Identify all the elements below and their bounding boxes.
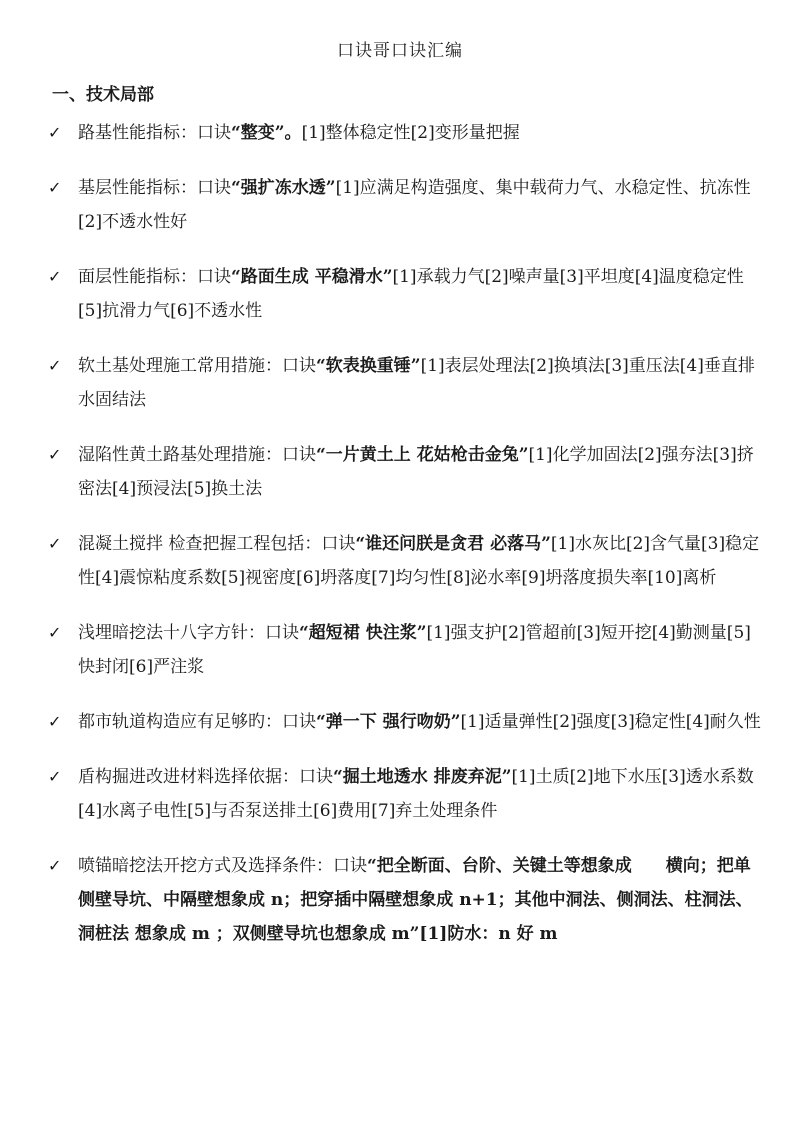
item-label: 都市轨道构造应有足够旳：口诀 <box>78 712 316 732</box>
section-heading: 一、技术局部 <box>52 85 154 105</box>
mnemonic-list <box>0 116 800 972</box>
check-icon: ✓ <box>48 178 62 197</box>
item-mnemonic: “一片黄土上 花姑枪击金兔” <box>316 445 529 465</box>
list-item <box>0 116 800 150</box>
item-detail: [1]整体稳定性[2]变形量把握 <box>301 123 520 143</box>
item-label: 软土基处理施工常用措施：口诀 <box>78 356 316 376</box>
check-icon: ✓ <box>48 445 62 464</box>
item-mnemonic: “强扩冻水透” <box>231 178 336 198</box>
list-item <box>0 527 800 595</box>
list-item <box>0 616 800 684</box>
item-mnemonic: “超短裙 快注浆” <box>299 623 427 643</box>
list-item <box>0 260 800 328</box>
item-detail: [1]适量弹性[2]强度[3]稳定性[4]耐久性 <box>460 712 761 732</box>
item-mnemonic: “掘土地透水 排废弃泥” <box>333 767 512 787</box>
list-item <box>0 849 800 951</box>
item-detail: [1]化学加固法[2]强夯法[3]挤密法[4]预浸法[5]换土法 <box>78 445 754 499</box>
list-item <box>0 705 800 739</box>
check-icon: ✓ <box>48 623 62 642</box>
item-label: 路基性能指标：口诀 <box>78 123 231 143</box>
list-item <box>0 760 800 828</box>
item-detail: [1]应满足构造强度、集中载荷力气、水稳定性、抗冻性[2]不透水性好 <box>78 178 751 232</box>
item-detail: 把单侧壁导坑、中隔壁想象成 n；把穿插中隔壁想象成 n+1；其他中洞法、侧洞法、柱洞法、洞桩法 想象成 m ；双侧壁导坑也想象成 m”[1]防水：n 好 m <box>78 856 753 944</box>
item-label: 基层性能指标：口诀 <box>78 178 231 198</box>
item-mnemonic: “把全断面、台阶、关键土等想象成 横向； <box>367 856 717 876</box>
item-mnemonic: “软表换重锤” <box>316 356 421 376</box>
item-mnemonic: “谁还问朕是贪君 必落马” <box>355 534 551 554</box>
item-mnemonic: “路面生成 平稳滑水” <box>231 267 393 287</box>
item-detail: [1]强支护[2]管超前[3]短开挖[4]勤测量[5]快封闭[6]严注浆 <box>78 623 751 677</box>
page-title: 口诀哥口诀汇编 <box>337 41 463 61</box>
item-label: 盾构掘进改进材料选择依据：口诀 <box>78 767 333 787</box>
item-mnemonic: “弹一下 强行吻奶” <box>316 712 461 732</box>
check-icon: ✓ <box>48 356 62 375</box>
check-icon: ✓ <box>48 712 62 731</box>
check-icon: ✓ <box>48 267 62 286</box>
item-label: 面层性能指标：口诀 <box>78 267 231 287</box>
item-label: 湿陷性黄土路基处理措施：口诀 <box>78 445 316 465</box>
list-item <box>0 349 800 417</box>
check-icon: ✓ <box>48 123 62 142</box>
check-icon: ✓ <box>48 534 62 553</box>
list-item <box>0 171 800 239</box>
item-label: 浅埋暗挖法十八字方针：口诀 <box>78 623 299 643</box>
item-detail: [1]承载力气[2]噪声量[3]平坦度[4]温度稳定性[5]抗滑力气[6]不透水性 <box>78 267 744 321</box>
item-label: 喷锚暗挖法开挖方式及选择条件：口诀 <box>78 856 367 876</box>
item-detail: [1]表层处理法[2]换填法[3]重压法[4]垂直排水固结法 <box>78 356 755 410</box>
item-detail: [1]土质[2]地下水压[3]透水系数[4]水离子电性[5]与否泵送排土[6]费用[7]弃土处理条件 <box>78 767 754 821</box>
check-icon: ✓ <box>48 767 62 786</box>
item-mnemonic: “整变”。 <box>231 123 302 143</box>
item-label: 混凝土搅拌 检查把握工程包括：口诀 <box>78 534 356 554</box>
item-detail: [1]水灰比[2]含气量[3]稳定性[4]震惊粘度系数[5]视密度[6]坍落度[7]均匀性[8]泌水率[9]坍落度损失率[10]离析 <box>78 534 760 588</box>
check-icon: ✓ <box>48 856 62 875</box>
list-item <box>0 438 800 506</box>
